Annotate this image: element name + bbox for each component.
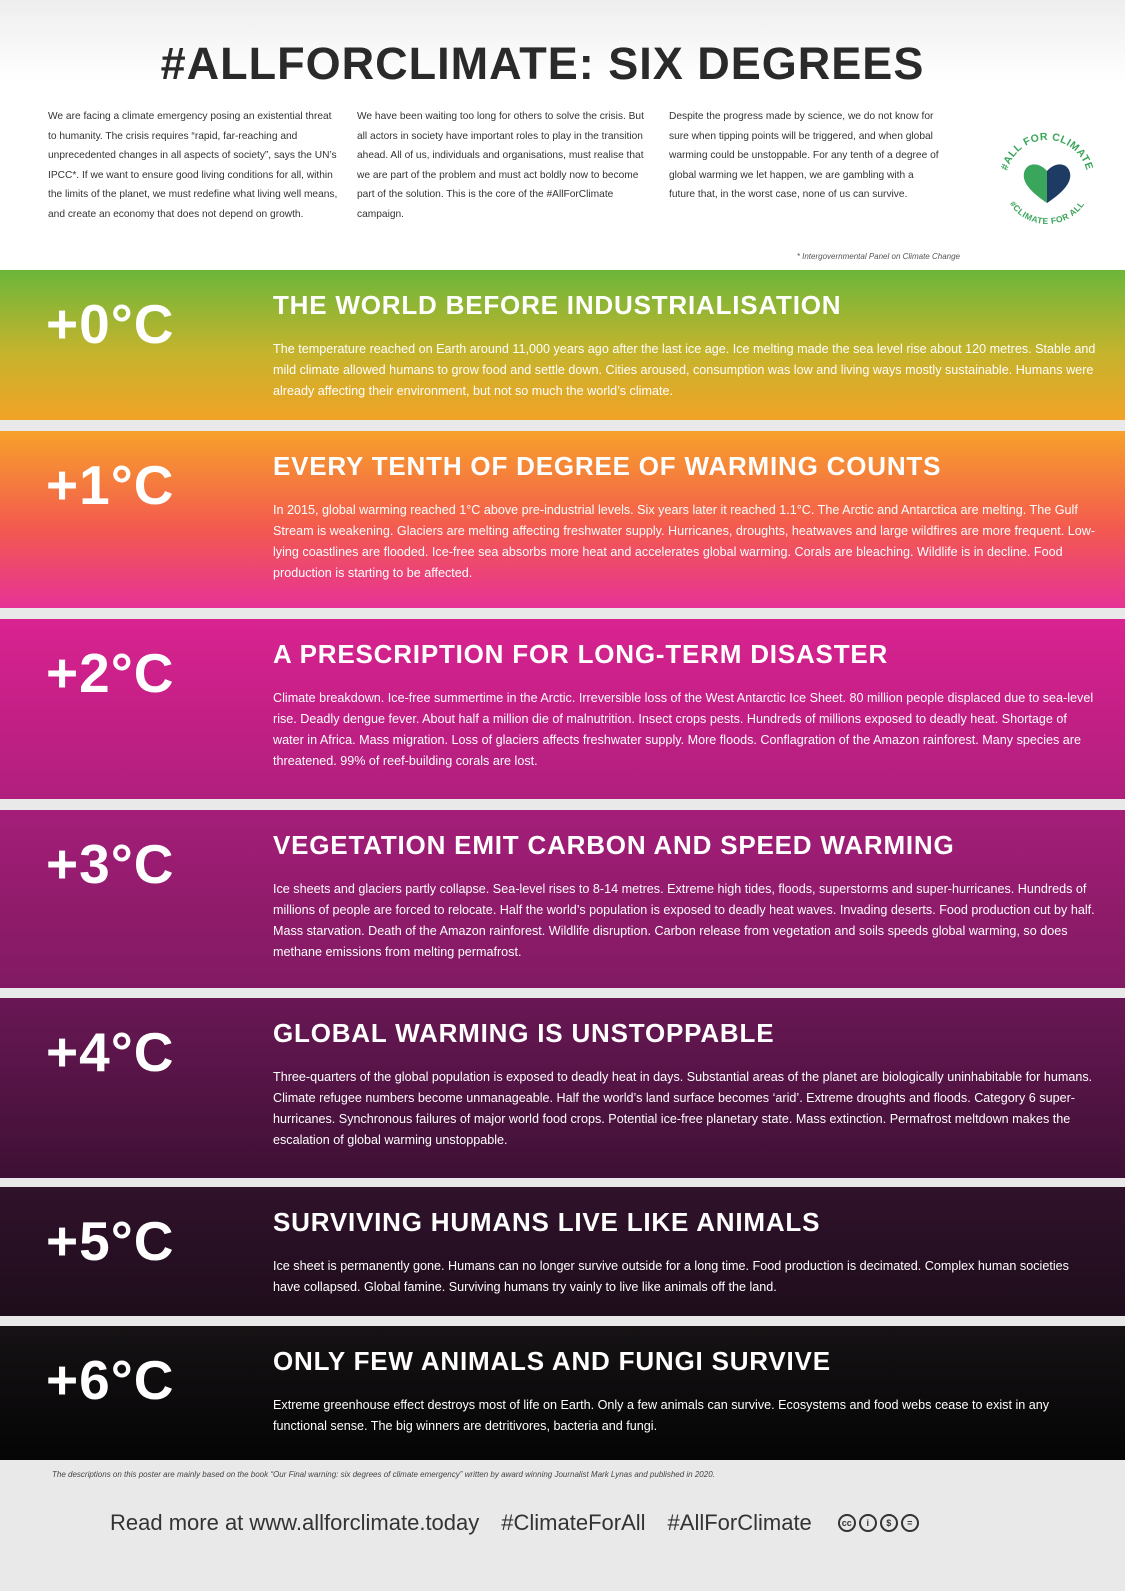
intro-paragraph-2: We have been waiting too long for others to solve the crisis. But all actors in society have important roles to play in the transition ahead. All of us, individuals and organisations, must realise that we are part of the problem and must act boldly now to become part of the solution. This is the core of the #AllForClimate campaign. — [357, 111, 644, 220]
cc-icon: cc — [838, 1514, 856, 1532]
degree-band-6 — [0, 1326, 1125, 1460]
degree-label: +2°C — [46, 642, 175, 704]
band-description: Ice sheet is permanently gone. Humans can no longer survive outside for a long time. Food production is decimated. Complex human societies have collapsed. Global famine. Surviving humans try vainly to live like animals off the land. — [273, 1259, 1069, 1294]
license-badge — [838, 1514, 919, 1532]
band-heading: EVERY TENTH OF DEGREE OF WARMING COUNTS — [273, 451, 942, 481]
logo-text-top: #ALL FOR CLIMATE — [998, 130, 1096, 172]
band-heading: THE WORLD BEFORE INDUSTRIALISATION — [273, 290, 842, 320]
read-more-link[interactable]: Read more at www.allforclimate.today — [110, 1510, 480, 1535]
degree-label: +6°C — [46, 1349, 175, 1411]
degree-label: +5°C — [46, 1210, 175, 1272]
band-heading: A PRESCRIPTION FOR LONG-TERM DISASTER — [273, 639, 889, 669]
band-heading: SURVIVING HUMANS LIVE LIKE ANIMALS — [273, 1207, 821, 1237]
degree-band-1 — [0, 431, 1125, 608]
degree-band-0 — [0, 270, 1125, 420]
degree-band-3 — [0, 810, 1125, 988]
noderivatives-icon: = — [901, 1514, 919, 1532]
intro-paragraph-3: Despite the progress made by science, we do not know for sure when tipping points will be triggered, and when global warming could be unstoppable. For any tenth of a degree of global warming we let happen, we are gambling with a future that, in the worst case, none of us can survive. — [669, 111, 939, 200]
source-note: The descriptions on this poster are mainly based on the book “Our Final warning: six degrees of climate emergency” written by award winning Journalist Mark Lynas and published in 2020. — [52, 1470, 715, 1479]
band-description: Extreme greenhouse effect destroys most of life on Earth. Only a few animals can survive. Ecosystems and food webs cease to exist in any functional sense. The big winners are detritivores, bacteria and fungi. — [273, 1398, 1050, 1433]
band-heading: VEGETATION EMIT CARBON AND SPEED WARMING — [273, 830, 955, 860]
poster-title: #ALLFORCLIMATE: SIX DEGREES — [160, 38, 925, 89]
band-description: The temperature reached on Earth around 11,000 years ago after the last ice age. Ice melting made the sea level rise about 120 metres. Stable and mild climate allowed humans to grow food and settle down. Cities aroused, consumption was low and living ways mostly sustainable. Humans were already affecting their environment, but not so much the world’s climate. — [273, 342, 1096, 398]
degree-band-2 — [0, 619, 1125, 799]
hashtag-climate-for-all: #ClimateForAll — [501, 1510, 646, 1535]
logo-text-bottom: #CLIMATE FOR ALL — [1007, 198, 1087, 227]
degree-label: +0°C — [46, 293, 175, 355]
band-heading: ONLY FEW ANIMALS AND FUNGI SURVIVE — [273, 1346, 831, 1376]
attribution-icon: i — [859, 1514, 877, 1532]
band-description: Three-quarters of the global population is exposed to deadly heat in days. Substantial areas of the planet are biologically uninhabitable for humans. Climate refugee numbers become unmanageable. Half the world’s land surface becomes ‘arid’. Extreme droughts and floods. Category 6 super-hurricanes. Synchronous failures of major world food crops. Potential ice-free planetary state. Mass extinction. Permafrost meltdown makes the escalation of global warming unstoppable. — [273, 1070, 1093, 1147]
ipcc-footnote: * Intergovernmental Panel on Climate Change — [796, 252, 960, 261]
degree-band-4 — [0, 998, 1125, 1178]
noncommercial-icon: $ — [880, 1514, 898, 1532]
all-for-climate-logo — [992, 123, 1102, 233]
band-description: In 2015, global warming reached 1°C above pre-industrial levels. Six years later it reached 1.1°C. The Arctic and Antarctica are melting. The Gulf Stream is weakening. Glaciers are melting affecting freshwater supply. Hurricanes, droughts, heatwaves and large wildfires are more frequent. Low-lying coastlines are flooded. Ice-free sea absorbs more heat and accelerates global warming. Corals are bleaching. Wildlife is in decline. Food production is starting to be affected. — [273, 503, 1096, 580]
degree-band-5 — [0, 1187, 1125, 1316]
degree-label: +1°C — [46, 454, 175, 516]
band-description: Climate breakdown. Ice-free summertime in the Arctic. Irreversible loss of the West Antarctic Ice Sheet. 80 million people displaced due to sea-level rise. Deadly dengue fever. About half a million die of malnutrition. Insect crops pests. Hundreds of millions exposed to deadly heat. Shortage of water in Africa. Mass migration. Loss of glaciers affects freshwater supply. More floods. Conflagration of the Amazon rainforest. Many species are threatened. 99% of reef-building corals are lost. — [273, 691, 1094, 768]
poster-header — [0, 0, 1125, 270]
intro-paragraph-1: We are facing a climate emergency posing an existential threat to humanity. The crisis requires “rapid, far-reaching and unprecedented changes in all aspects of society”, says the UN’s IPCC*. If we want to ensure good living conditions for all, within the limits of the planet, we must redefine what living well means, and create an economy that does not depend on growth. — [48, 111, 338, 220]
band-heading: GLOBAL WARMING IS UNSTOPPABLE — [273, 1018, 775, 1048]
footer — [110, 1510, 919, 1536]
degree-label: +3°C — [46, 833, 175, 895]
degree-label: +4°C — [46, 1021, 175, 1083]
hashtag-all-for-climate: #AllForClimate — [667, 1510, 812, 1535]
band-description: Ice sheets and glaciers partly collapse. Sea-level rises to 8-14 metres. Extreme high tides, floods, superstorms and super-hurricanes. Hundreds of millions of people are forced to relocate. Half the world’s population is exposed to deadly heat waves. Invading deserts. Food production cut by half. Mass starvation. Death of the Amazon rainforest. Wildlife disruption. Carbon release from vegetation and soils speeds global warming, so does methane emissions from melting permafrost. — [273, 882, 1095, 959]
